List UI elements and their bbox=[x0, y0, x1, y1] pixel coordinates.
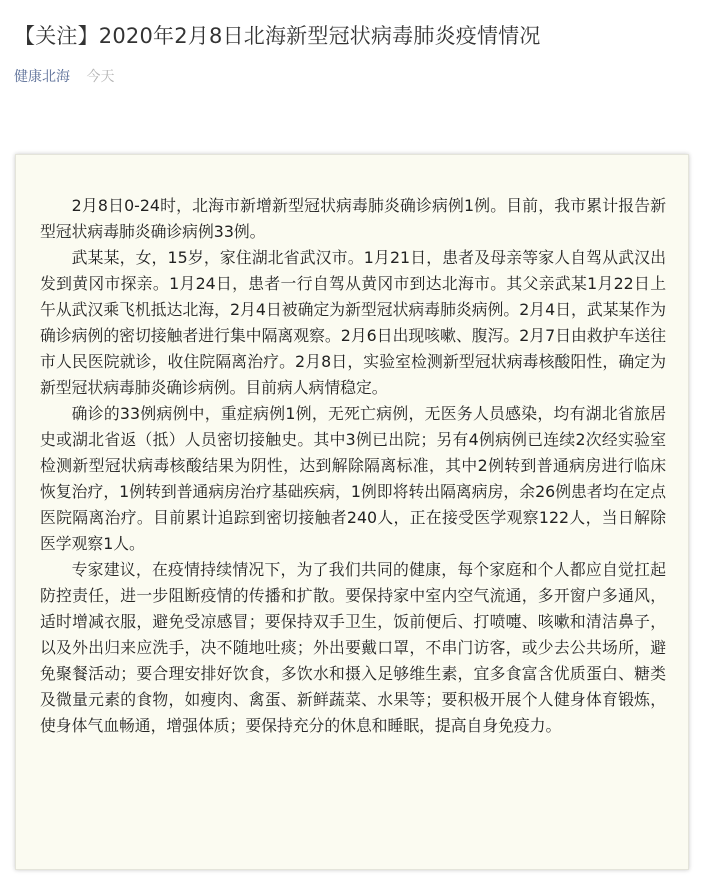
article-content-box bbox=[15, 154, 689, 870]
author-link[interactable]: 健康北海 bbox=[14, 69, 70, 85]
paragraph-new-case-summary: 2月8日0-24时，北海市新增新型冠状病毒肺炎确诊病例1例。目前，我市累计报告新型冠状病毒肺炎确诊病例33例。 bbox=[40, 196, 666, 241]
article-title: 【关注】2020年2月8日北海新型冠状病毒肺炎疫情情况 bbox=[14, 24, 541, 48]
paragraph-case-detail: 武某某，女，15岁，家住湖北省武汉市。1月21日，患者及母亲等家人自驾从武汉出发到黄冈市探亲。1月24日，患者一行自驾从黄冈市到达北海市。其父亲武某1月22日上午从武汉乘飞机抵达北海，2月4日被确定为新型冠状病毒肺炎病例。2月4日，武某某作为确诊病例的密切接触者进行集中隔离观察。2月6日出现咳嗽、腹泻。2月7日由救护车送往市人民医院就诊，收住院隔离治疗。2月8日，实验室检测新型冠状病毒核酸阳性，确定为新型冠状病毒肺炎确诊病例。目前病人病情稳定。 bbox=[40, 248, 666, 397]
article-meta bbox=[14, 66, 114, 86]
paragraph-expert-advice: 专家建议，在疫情持续情况下，为了我们共同的健康，每个家庭和个人都应自觉扛起防控责任，进一步阻断疫情的传播和扩散。要保持家中室内空气流通，多开窗户多通风，适时增减衣服，避免受凉感冒；要保持双手卫生，饭前便后、打喷嚏、咳嗽和清洁鼻子，以及外出归来应洗手，决不随地吐痰；外出要戴口罩，不串门访客，或少去公共场所，避免聚餐活动；要合理安排好饮食，多饮水和摄入足够维生素，宜多食富含优质蛋白、糖类及微量元素的食物，如瘦肉、禽蛋、新鲜蔬菜、水果等；要积极开展个人健身体育锻炼，使身体气血畅通，增强体质；要保持充分的休息和睡眠，提高自身免疫力。 bbox=[40, 560, 666, 735]
paragraph-overall-status: 确诊的33例病例中，重症病例1例，无死亡病例，无医务人员感染，均有湖北省旅居史或湖北省返（抵）人员密切接触史。其中3例已出院；另有4例病例已连续2次经实验室检测新型冠状病毒核酸结果为阴性，达到解除隔离标准，其中2例转到普通病房进行临床恢复治疗，1例转到普通病房治疗基础疾病，1例即将转出隔离病房，余26例患者均在定点医院隔离治疗。目前累计追踪到密切接触者240人，正在接受医学观察122人，当日解除医学观察1人。 bbox=[40, 404, 666, 553]
publish-date: 今天 bbox=[86, 69, 115, 85]
